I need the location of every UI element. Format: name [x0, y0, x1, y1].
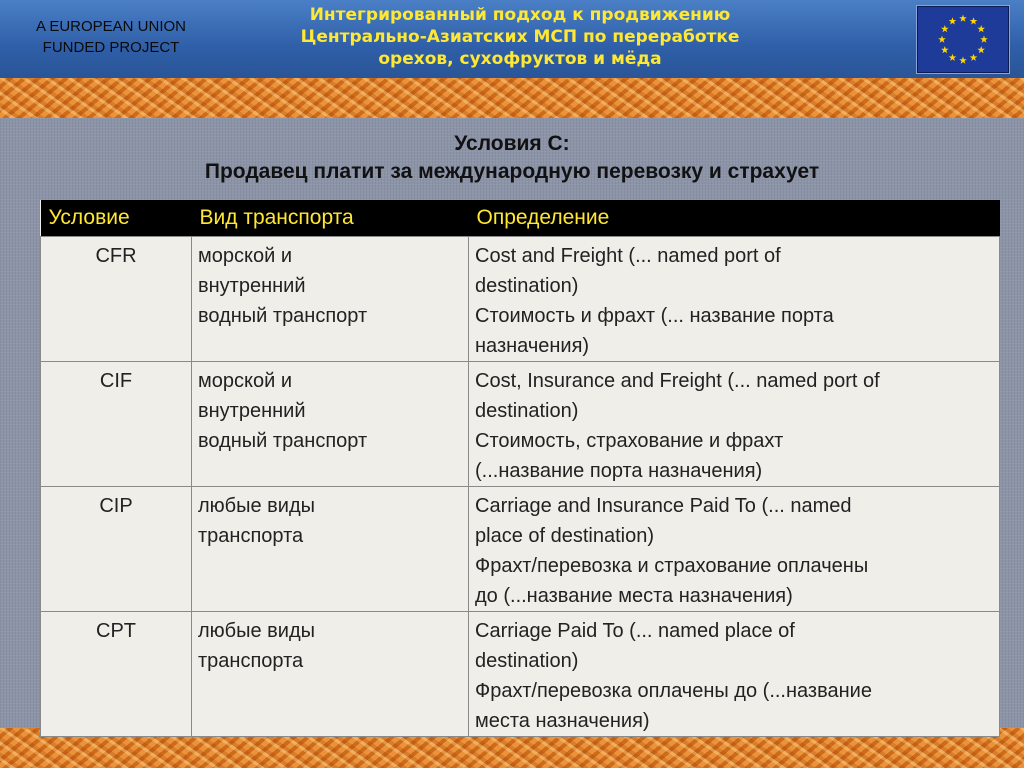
incoterms-table	[40, 200, 1000, 737]
table-header-row	[41, 200, 1000, 237]
transport-cell	[192, 487, 469, 612]
definition-line: Cost, Insurance and Freight (... named port of	[475, 370, 880, 392]
definition-cell	[469, 362, 1000, 487]
eu-funded-label	[26, 16, 196, 58]
term-code: CIP	[41, 487, 192, 612]
eu-star-icon	[970, 54, 978, 61]
definition-line: Фрахт/перевозка оплачены до (...название	[475, 680, 872, 702]
definition-line: места назначения)	[475, 710, 650, 732]
eu-flag-icon	[917, 6, 1009, 73]
transport-cell	[192, 237, 469, 362]
term-code: CFR	[41, 237, 192, 362]
transport-line: транспорта	[198, 650, 304, 672]
heading-line1: Условия С:	[454, 132, 570, 155]
definition-line: Carriage Paid To (... named place of	[475, 620, 795, 642]
table-row	[41, 237, 1000, 362]
heading-line2: Продавец платит за международную перевозку и страхует	[204, 160, 820, 183]
eu-star-icon	[949, 54, 957, 61]
transport-line: транспорта	[198, 525, 304, 547]
definition-line: Cost and Freight (... named port of	[475, 245, 781, 267]
definition-line: (...название порта назначения)	[475, 460, 763, 482]
definition-line: Carriage and Insurance Paid To (... named	[475, 495, 852, 517]
term-code: CIF	[41, 362, 192, 487]
eu-star-icon	[970, 17, 978, 24]
eu-star-icon	[959, 57, 967, 64]
transport-line: морской и	[198, 245, 292, 267]
slide-heading	[0, 130, 1024, 186]
transport-line: любые виды	[198, 495, 316, 517]
column-header-condition: Условие	[41, 200, 192, 237]
definition-line: до (...название места назначения)	[475, 585, 793, 607]
column-header-definition: Определение	[469, 200, 1000, 237]
eu-star-icon	[959, 15, 967, 22]
eu-star-icon	[938, 36, 946, 43]
table-row	[41, 612, 1000, 737]
definition-line: destination)	[475, 650, 579, 672]
eu-star-icon	[977, 25, 985, 32]
table-row	[41, 487, 1000, 612]
eu-star-icon	[941, 25, 949, 32]
definition-line: destination)	[475, 400, 579, 422]
eu-label-line2: FUNDED PROJECT	[42, 39, 180, 56]
header-bar	[0, 0, 1024, 78]
transport-cell	[192, 362, 469, 487]
definition-line: Фрахт/перевозка и страхование оплачены	[475, 555, 869, 577]
title-line1: Интегрированный подход к продвижению	[309, 5, 731, 25]
transport-line: водный транспорт	[198, 430, 368, 452]
transport-line: любые виды	[198, 620, 316, 642]
eu-star-icon	[941, 46, 949, 53]
project-title	[250, 4, 790, 70]
definition-cell	[469, 487, 1000, 612]
title-line2: Центрально-Азиатских МСП по переработке	[300, 27, 740, 47]
term-code: CPT	[41, 612, 192, 737]
eu-flag-stars	[918, 7, 1008, 72]
definition-line: Стоимость и фрахт (... название порта	[475, 305, 834, 327]
definition-cell	[469, 612, 1000, 737]
definition-line: place of destination)	[475, 525, 655, 547]
eu-star-icon	[977, 46, 985, 53]
transport-line: внутренний	[198, 275, 306, 297]
transport-line: водный транспорт	[198, 305, 368, 327]
eu-label-line1: A EUROPEAN UNION	[35, 18, 187, 35]
title-line3: орехов, сухофруктов и мёда	[378, 49, 662, 69]
definition-line: назначения)	[475, 335, 590, 357]
transport-cell	[192, 612, 469, 737]
transport-line: морской и	[198, 370, 292, 392]
transport-line: внутренний	[198, 400, 306, 422]
table-row	[41, 362, 1000, 487]
eu-star-icon	[980, 36, 988, 43]
column-header-transport: Вид транспорта	[192, 200, 469, 237]
eu-star-icon	[949, 17, 957, 24]
decorative-nuts-strip-top	[0, 78, 1024, 118]
definition-line: destination)	[475, 275, 579, 297]
definition-line: Стоимость, страхование и фрахт	[475, 430, 784, 452]
definition-cell	[469, 237, 1000, 362]
